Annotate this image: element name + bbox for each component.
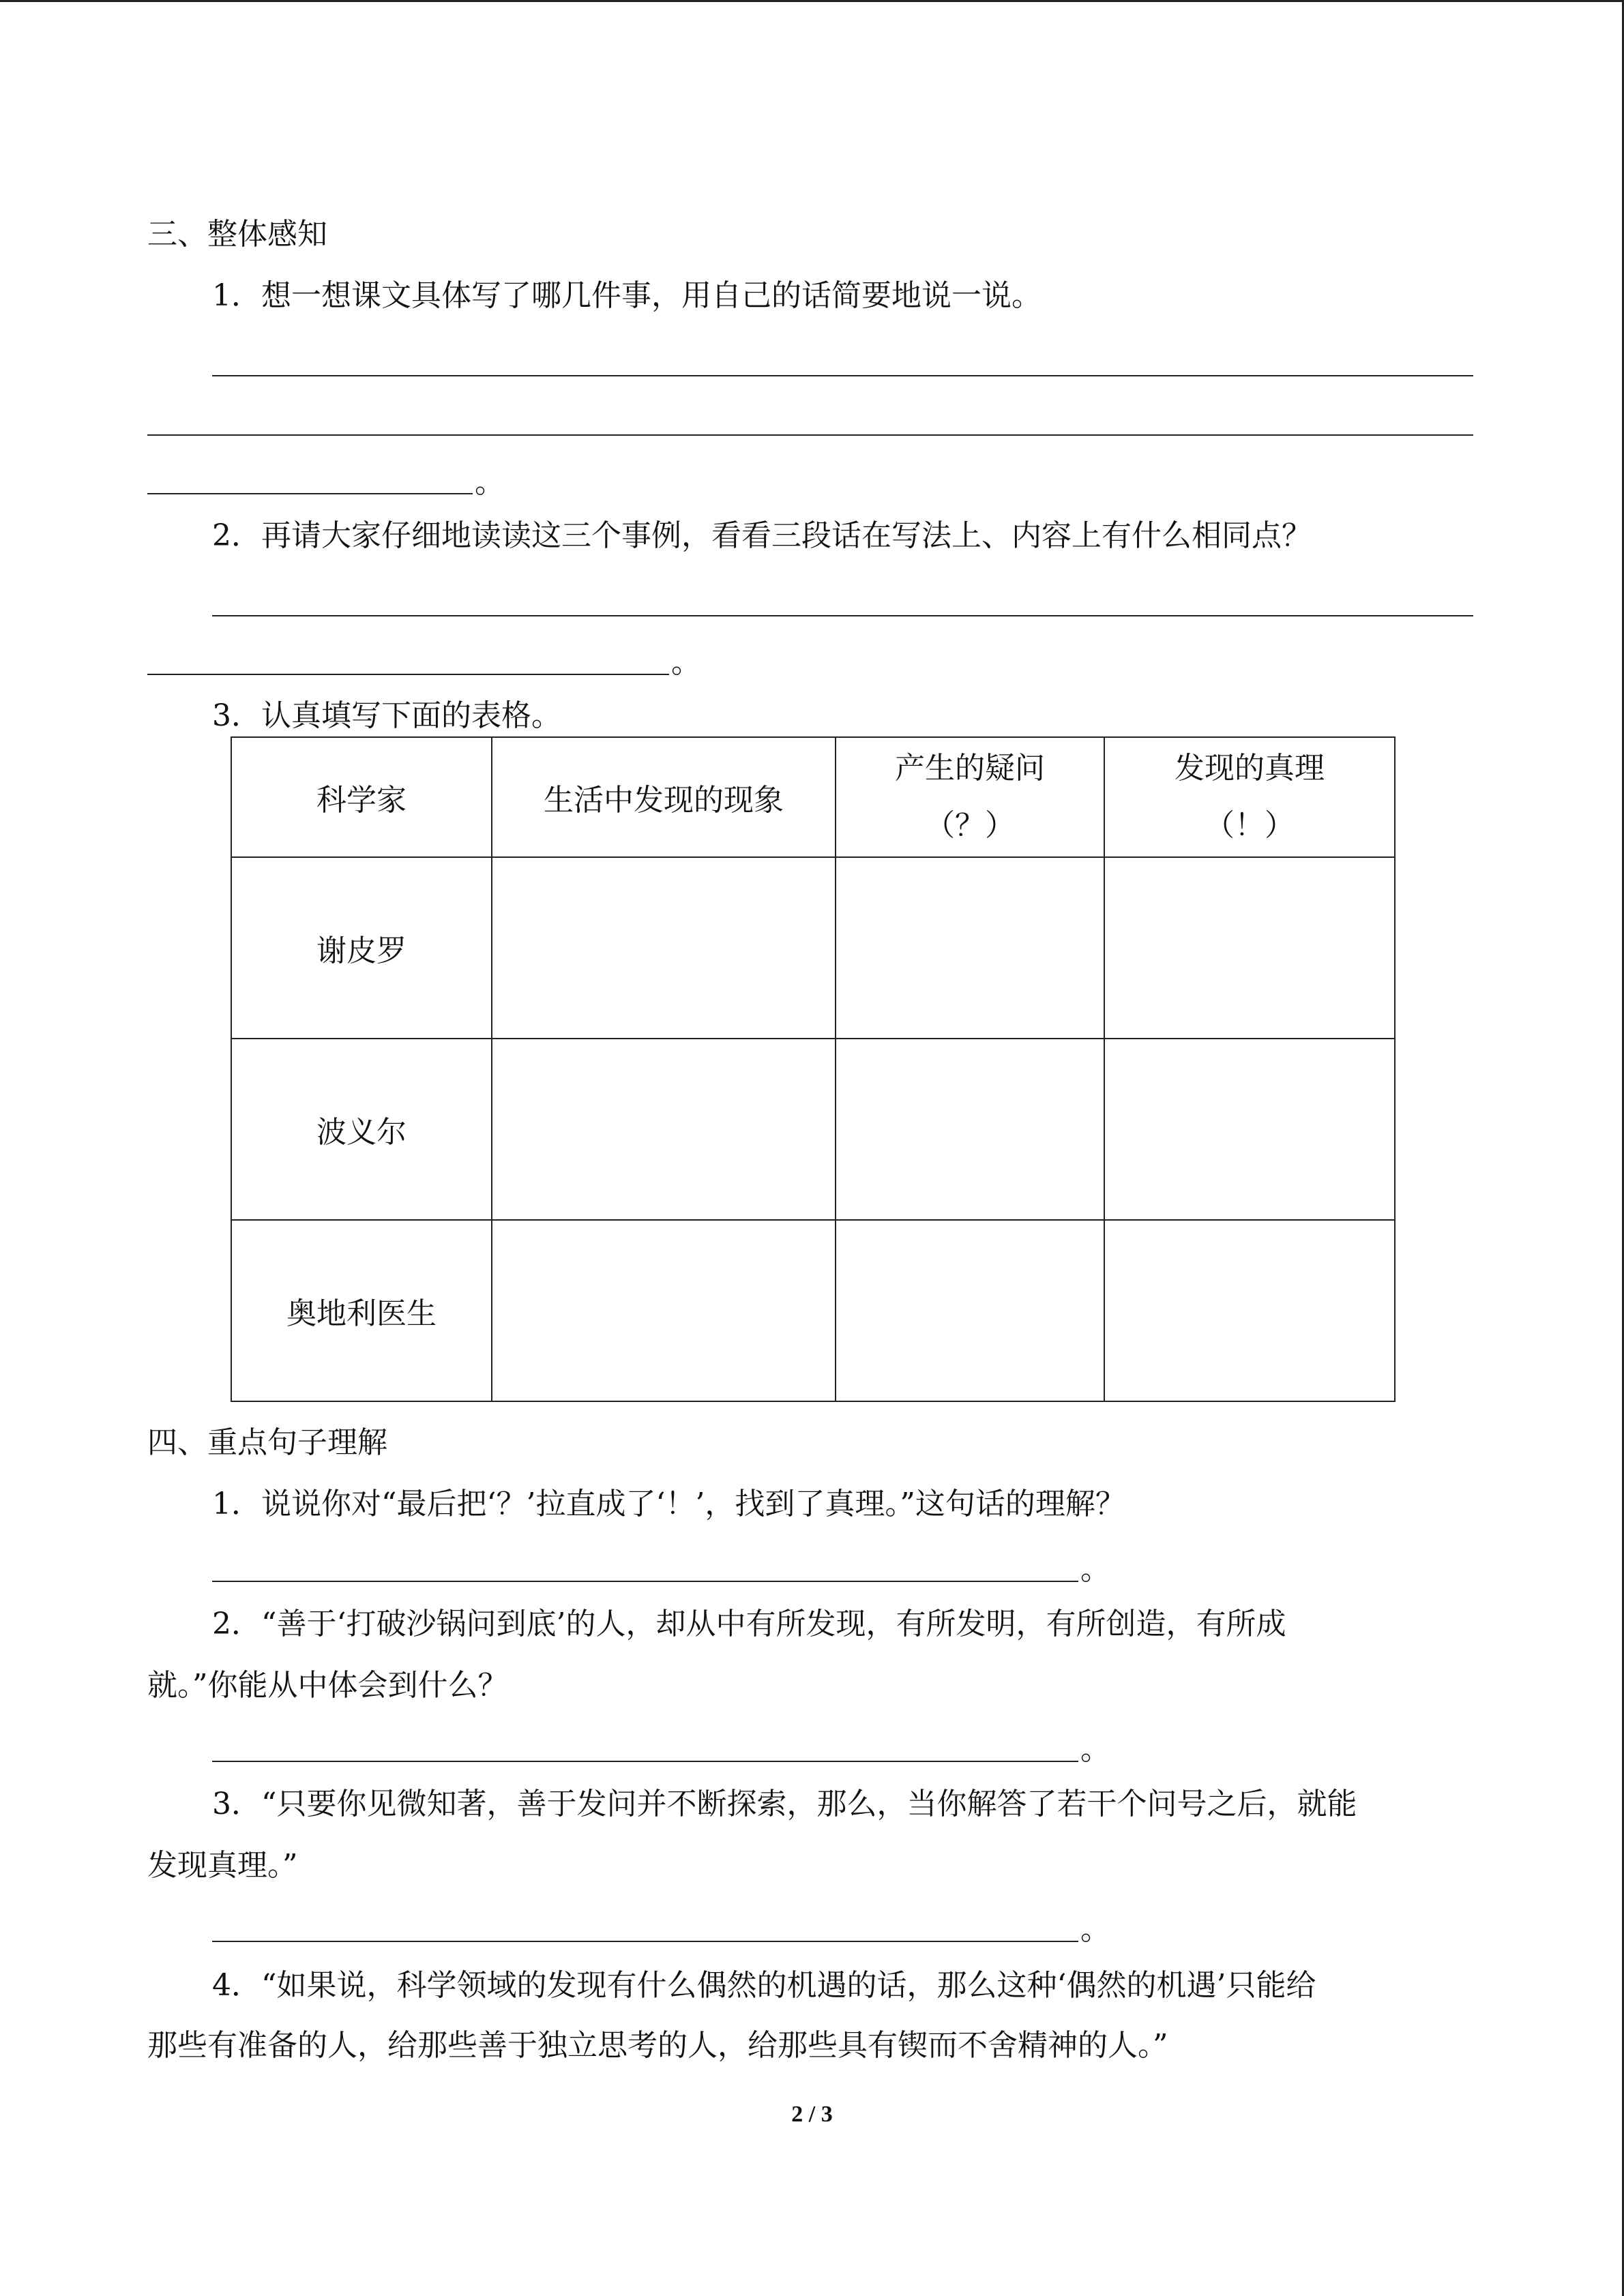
page-border-top — [0, 0, 1624, 2]
header-truth-line2: （！） — [1205, 808, 1295, 843]
section3-heading: 三、整体感知 — [147, 217, 327, 252]
row-scientist-name: 奥地利医生 — [231, 1220, 492, 1401]
fill-cell-question[interactable] — [836, 857, 1104, 1039]
header-question — [836, 737, 1104, 857]
row-scientist-name: 波义尔 — [231, 1039, 492, 1220]
page-number: 2 / 3 — [791, 2102, 833, 2127]
fill-cell-phenomenon[interactable] — [492, 1220, 836, 1401]
answer-line-q1-3[interactable] — [147, 493, 473, 494]
header-question-line1: 产生的疑问 — [895, 751, 1045, 786]
fill-cell-truth[interactable] — [1104, 1039, 1395, 1220]
fill-cell-question[interactable] — [836, 1039, 1104, 1220]
answer-line-q1-1[interactable] — [212, 375, 1473, 376]
header-truth-line1: 发现的真理 — [1175, 751, 1325, 786]
table-row — [231, 1039, 1395, 1220]
section4-heading: 四、重点句子理解 — [147, 1425, 387, 1460]
section4-q2-line2: 就。”你能从中体会到什么？ — [147, 1668, 508, 1703]
section3-q1: 1．想一想课文具体写了哪几件事，用自己的话简要地说一说。 — [212, 278, 1042, 313]
header-phenomenon: 生活中发现的现象 — [492, 737, 836, 857]
answer-line-s4-q1[interactable] — [212, 1581, 1078, 1582]
period-s4-q2: 。 — [1080, 1732, 1110, 1767]
answer-line-q2-2[interactable] — [147, 674, 669, 675]
section3-q2: 2．再请大家仔细地读读这三个事例，看看三段话在写法上、内容上有什么相同点？ — [212, 518, 1312, 553]
fill-cell-question[interactable] — [836, 1220, 1104, 1401]
table-header-row — [231, 737, 1395, 857]
period-s4-q3: 。 — [1080, 1912, 1110, 1947]
table-row — [231, 1220, 1395, 1401]
section4-q4-line2: 那些有准备的人，给那些善于独立思考的人，给那些具有锲而不舍精神的人。” — [147, 2028, 1168, 2063]
header-scientist: 科学家 — [231, 737, 492, 857]
period-q2: 。 — [671, 645, 701, 680]
answer-line-s4-q3[interactable] — [212, 1941, 1078, 1942]
section4-q3-line2: 发现真理。” — [147, 1848, 298, 1883]
header-question-line2: （？） — [925, 808, 1015, 843]
scientist-table — [231, 736, 1396, 1402]
section3-q3: 3．认真填写下面的表格。 — [212, 698, 561, 733]
fill-cell-truth[interactable] — [1104, 1220, 1395, 1401]
table-row — [231, 857, 1395, 1039]
section4-q4-line1: 4．“如果说，科学领域的发现有什么偶然的机遇的话，那么这种‘偶然的机遇’只能给 — [212, 1968, 1316, 2003]
answer-line-q1-2[interactable] — [147, 434, 1473, 436]
period-s4-q1: 。 — [1080, 1552, 1110, 1587]
fill-cell-phenomenon[interactable] — [492, 857, 836, 1039]
answer-line-s4-q2[interactable] — [212, 1761, 1078, 1762]
section4-q3-line1: 3．“只要你见微知著，善于发问并不断探索，那么，当你解答了若干个问号之后，就能 — [212, 1787, 1357, 1821]
section4-q1: 1．说说你对“最后把‘？’拉直成了‘！’，找到了真理。”这句话的理解？ — [212, 1487, 1125, 1521]
section4-q2-line1: 2．“善于‘打破沙锅问到底’的人，却从中有所发现，有所发明，有所创造，有所成 — [212, 1607, 1286, 1641]
fill-cell-truth[interactable] — [1104, 857, 1395, 1039]
fill-cell-phenomenon[interactable] — [492, 1039, 836, 1220]
row-scientist-name: 谢皮罗 — [231, 857, 492, 1039]
period-q1: 。 — [475, 465, 505, 500]
header-truth — [1104, 737, 1395, 857]
answer-line-q2-1[interactable] — [212, 615, 1473, 616]
